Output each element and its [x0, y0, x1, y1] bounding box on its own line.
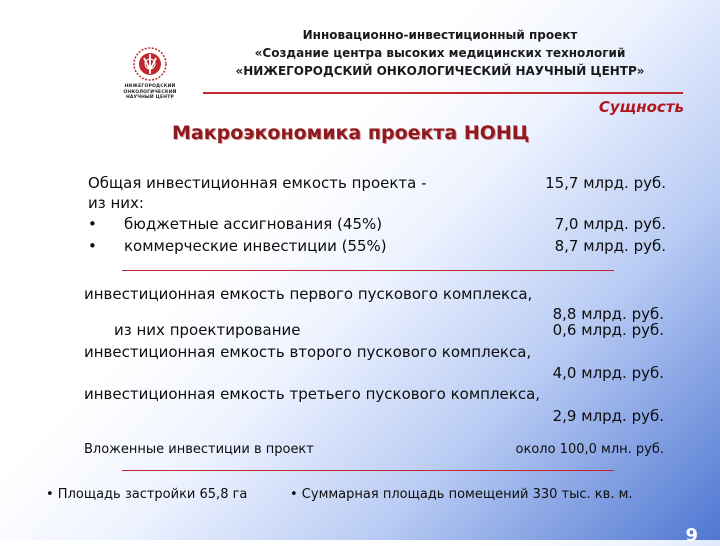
bullet-icon: • — [88, 215, 97, 233]
complex1-label: инвестиционная емкость первого пускового комплекса, — [84, 285, 533, 303]
logo-caption-line: НАУЧНЫЙ ЦЕНТР — [125, 95, 175, 100]
divider — [122, 470, 614, 471]
footer-build-area: • Площадь застройки 65,8 га — [46, 487, 248, 502]
list-item — [88, 237, 666, 255]
total-investment-row — [88, 174, 666, 192]
total-investment-value: 15,7 млрд. руб. — [545, 174, 666, 192]
logo-caption — [118, 84, 182, 101]
commercial-value: 8,7 млрд. руб. — [554, 237, 666, 255]
design-value: 0,6 млрд. руб. — [552, 321, 664, 339]
complex2-label: инвестиционная емкость второго пускового комплекса, — [84, 343, 532, 361]
complex3-value: 2,9 млрд. руб. — [552, 407, 664, 425]
invested-value: около 100,0 млн. руб. — [515, 442, 664, 457]
invested-label: Вложенные инвестиции в проект — [84, 442, 314, 457]
complex3-label: инвестиционная емкость третьего пускового комплекса, — [84, 385, 541, 403]
total-investment-label: Общая инвестиционная емкость проекта - — [88, 174, 427, 192]
section-label: Сущность — [598, 98, 684, 116]
header-divider — [203, 92, 683, 94]
commercial-label: коммерческие инвестиции (55%) — [124, 237, 387, 255]
complex2-value: 4,0 млрд. руб. — [552, 364, 664, 382]
header-line-2: «Создание центра высоких медицинских технологий — [254, 46, 626, 60]
bullet-icon: • — [88, 237, 97, 255]
list-item — [88, 215, 666, 233]
of-them-label: из них: — [88, 194, 144, 212]
divider — [122, 270, 614, 271]
complex1-value: 8,8 млрд. руб. — [552, 305, 664, 323]
footer-room-area: • Суммарная площадь помещений 330 тыс. кв. м. — [290, 487, 633, 502]
logo-caption-line: НИЖЕГОРОДСКИЙ — [124, 84, 176, 89]
design-label: из них проектирование — [114, 321, 301, 339]
header-line-3: «НИЖЕГОРОДСКИЙ ОНКОЛОГИЧЕСКИЙ НАУЧНЫЙ ЦЕНТР» — [235, 64, 645, 78]
page-number: 9 — [685, 525, 698, 546]
header-line-1: Инновационно-инвестиционный проект — [302, 28, 578, 42]
budget-value: 7,0 млрд. руб. — [554, 215, 666, 233]
of-them-row — [88, 194, 666, 212]
budget-label: бюджетные ассигнования (45%) — [124, 215, 383, 233]
page-title: Макроэкономика проекта НОНЦ — [172, 122, 530, 144]
logo-caption-line: ОНКОЛОГИЧЕСКИЙ — [123, 89, 177, 95]
